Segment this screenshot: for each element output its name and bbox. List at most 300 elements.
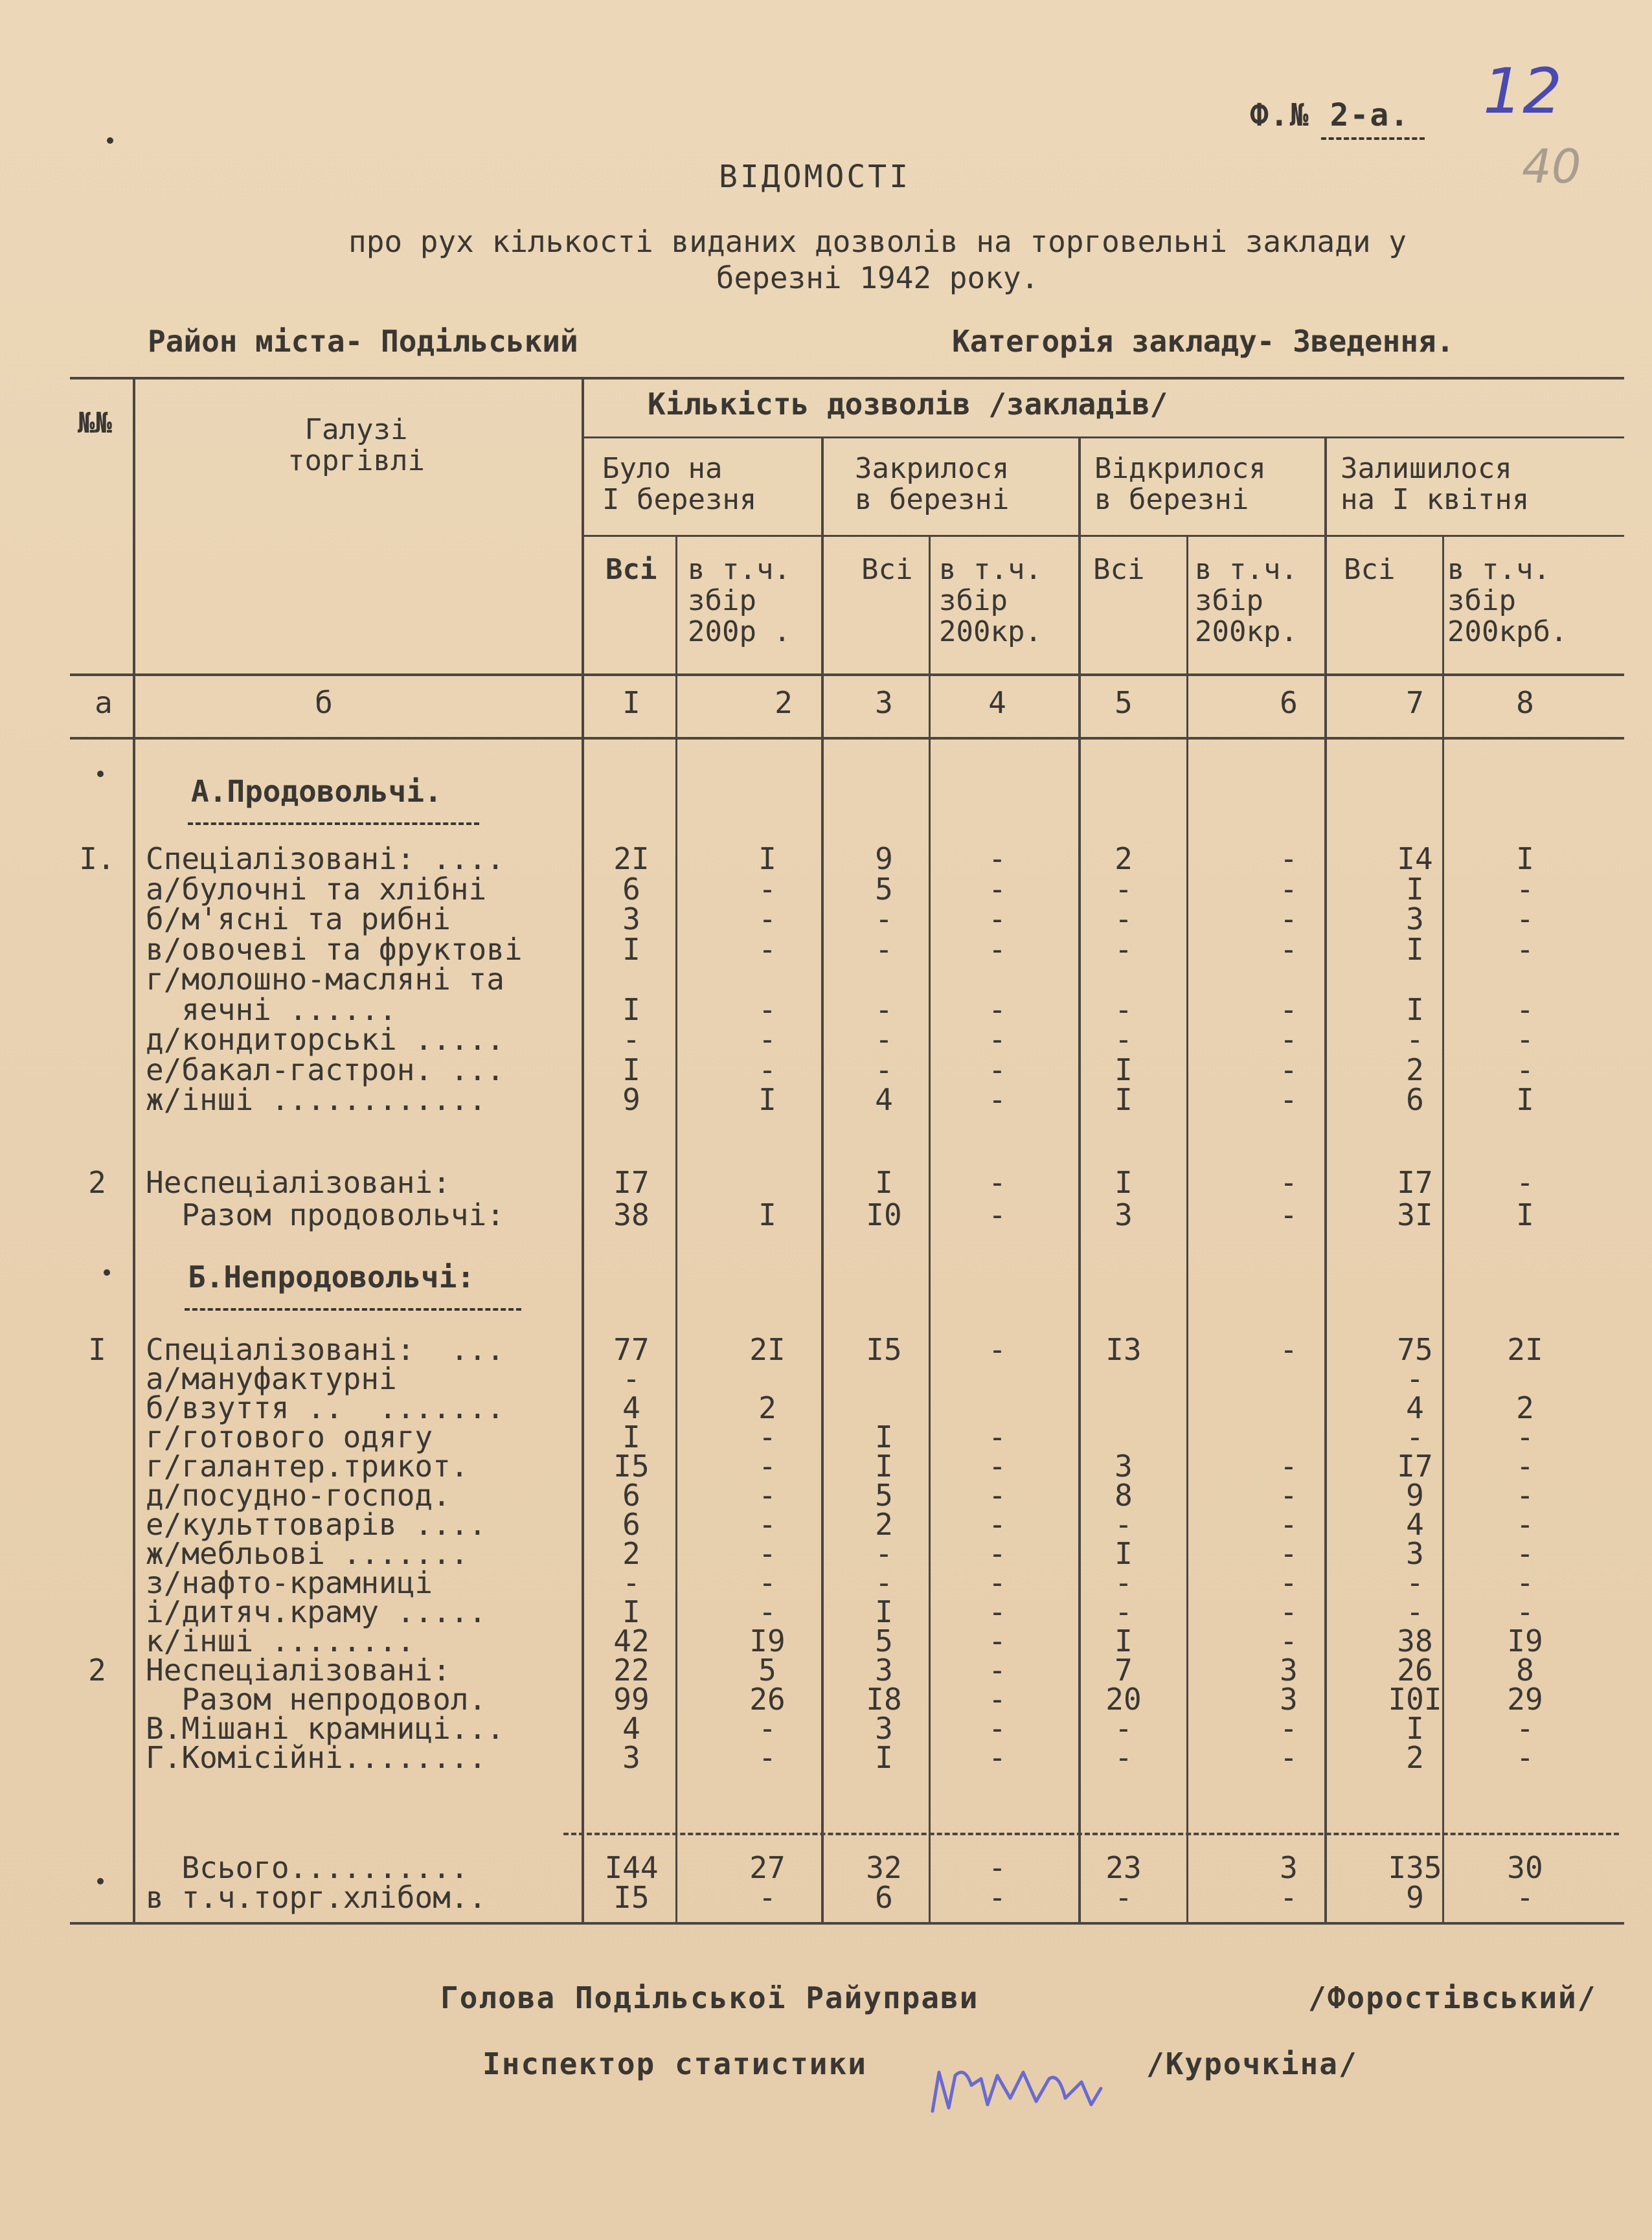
cell-col-5: I	[1115, 1052, 1133, 1087]
cell-col-2: 2I	[749, 1332, 786, 1367]
cell-col-1: I5	[613, 1449, 650, 1484]
cell-col-2: -	[758, 901, 776, 936]
cell-col-7: -	[1406, 1420, 1424, 1454]
cell-col-1: 2	[622, 1536, 640, 1571]
cell-col-8: -	[1516, 1507, 1534, 1542]
cell-col-2: 26	[749, 1682, 786, 1717]
table-bottom-rule	[70, 1922, 1624, 1925]
row-label: ж/інші ............	[146, 1082, 487, 1117]
cell-col-8: -	[1516, 1449, 1534, 1484]
cell-col-1: 77	[613, 1332, 650, 1367]
cell-col-8: I	[1516, 1082, 1534, 1117]
cell-col-8: -	[1516, 1565, 1534, 1600]
cell-col-8: 2	[1516, 1390, 1534, 1425]
cell-col-1: 99	[613, 1682, 650, 1717]
row-number: I.	[79, 841, 115, 876]
cell-col-6: -	[1280, 1623, 1298, 1658]
cell-col-5: 3	[1115, 1197, 1133, 1232]
cell-col-7: 9	[1406, 1880, 1424, 1915]
cell-col-2: 27	[749, 1850, 786, 1885]
cell-col-2: -	[758, 931, 776, 967]
cell-col-5: -	[1115, 991, 1133, 1027]
table-row	[0, 1713, 1652, 1744]
table-row	[0, 1421, 1652, 1453]
cell-col-4: -	[988, 1682, 1006, 1717]
cell-col-4: -	[988, 1082, 1006, 1117]
cell-col-3: -	[875, 901, 893, 936]
cell-col-5: -	[1115, 871, 1133, 907]
cell-col-7: 2	[1406, 1740, 1424, 1775]
index-row-rule	[70, 737, 1624, 740]
cell-col-4: -	[988, 1052, 1006, 1087]
table-row	[0, 964, 1652, 995]
cell-col-6: -	[1280, 1478, 1298, 1513]
row-label: в/овочеві та фруктові	[146, 931, 523, 967]
cell-col-6: -	[1280, 931, 1298, 967]
header-all-1: Всі	[605, 553, 657, 586]
table-row	[0, 1363, 1652, 1394]
index-b: б	[315, 685, 333, 720]
cell-col-5: -	[1115, 1740, 1133, 1775]
cell-col-4: -	[988, 1623, 1006, 1658]
row-label: і/дитяч.краму .....	[146, 1594, 487, 1629]
table-row	[0, 1054, 1652, 1085]
cell-col-6: -	[1280, 1197, 1298, 1232]
cell-col-6: -	[1280, 1711, 1298, 1746]
table-row	[0, 1538, 1652, 1569]
header-group-3: Відкрилося в березні	[1094, 452, 1266, 516]
table-row	[0, 1084, 1652, 1115]
row-number: 2	[88, 1653, 106, 1688]
row-label: Спеціалізовані: ....	[146, 841, 504, 876]
row-label: д/посудно-господ.	[146, 1478, 451, 1513]
cell-col-4: -	[988, 871, 1006, 907]
cell-col-4: -	[988, 1478, 1006, 1513]
row-label: г/галантер.трикот.	[146, 1449, 469, 1484]
cell-col-8: -	[1516, 1711, 1534, 1746]
row-label: е/культтоварів ....	[146, 1507, 487, 1542]
cell-col-4: -	[988, 1653, 1006, 1688]
cell-col-2: -	[758, 1420, 776, 1454]
table-row	[0, 1625, 1652, 1657]
cell-col-5: -	[1115, 1507, 1133, 1542]
paper-dot	[107, 137, 113, 144]
cell-col-3: I0	[866, 1197, 902, 1232]
table-row	[0, 1392, 1652, 1423]
cell-col-3: 9	[875, 841, 893, 876]
cell-col-4: -	[988, 931, 1006, 967]
cell-col-6: -	[1280, 1536, 1298, 1571]
table-row	[0, 991, 1652, 1027]
cell-col-3: -	[875, 1536, 893, 1571]
row-label: з/нафто-крамниці	[146, 1565, 433, 1600]
paper-dot	[104, 1269, 110, 1276]
row-label: Разом продовольчі:	[146, 1197, 504, 1232]
cell-col-1: I5	[613, 1880, 650, 1915]
cell-col-8: I	[1516, 841, 1534, 876]
cell-col-2: -	[758, 1536, 776, 1571]
cell-col-5: 23	[1105, 1850, 1142, 1885]
group-sub-rule	[583, 535, 1624, 537]
folio-number: 12	[1483, 55, 1563, 128]
table-row	[0, 1199, 1652, 1230]
header-group-title: Кількість дозволів /закладів/	[648, 387, 1168, 422]
index-7: 7	[1406, 685, 1424, 720]
cell-col-6: -	[1280, 901, 1298, 936]
cell-col-3: -	[875, 1565, 893, 1600]
cell-col-1: 6	[622, 1507, 640, 1542]
head-title: Голова Подільської Райуправи	[440, 1980, 979, 2015]
cell-col-8: -	[1516, 1740, 1534, 1775]
row-label: к/інші ........	[146, 1623, 415, 1658]
row-label: д/кондиторські .....	[146, 1022, 504, 1057]
cell-col-3: 5	[875, 871, 893, 907]
row-label: Всього..........	[146, 1850, 469, 1885]
cell-col-6: 3	[1280, 1653, 1298, 1688]
cell-col-3: I8	[866, 1682, 902, 1717]
cell-col-7: 26	[1397, 1653, 1433, 1688]
index-a: а	[95, 685, 113, 720]
cell-col-6: -	[1280, 1740, 1298, 1775]
header-incl-4: в т.ч. збір 200крб.	[1447, 553, 1568, 648]
cell-col-1: 6	[622, 871, 640, 907]
cell-col-1: 38	[613, 1197, 650, 1232]
cell-col-5: -	[1115, 931, 1133, 967]
cell-col-6: -	[1280, 871, 1298, 907]
cell-col-3: 5	[875, 1478, 893, 1513]
cell-col-4: -	[988, 901, 1006, 936]
cell-col-2: -	[758, 1740, 776, 1775]
cell-col-8: 30	[1507, 1850, 1543, 1885]
cell-col-6: -	[1280, 1332, 1298, 1367]
row-label: а/мануфактурні	[146, 1361, 397, 1396]
cell-col-5: 7	[1115, 1653, 1133, 1688]
inspector-title: Інспектор статистики	[482, 2046, 867, 2081]
cell-col-1: -	[622, 1565, 640, 1600]
table-row	[0, 903, 1652, 934]
cell-col-6: 3	[1280, 1850, 1298, 1885]
table-row	[0, 1024, 1652, 1055]
cell-col-2: -	[758, 1022, 776, 1057]
table-row	[0, 1882, 1652, 1913]
cell-col-2: -	[758, 1880, 776, 1915]
table-row	[0, 1451, 1652, 1482]
cell-col-1: 22	[613, 1653, 650, 1688]
cell-col-4: -	[988, 1594, 1006, 1629]
header-group-1: Було на I березня	[602, 452, 757, 516]
table-row	[0, 1509, 1652, 1540]
cell-col-4: -	[988, 1165, 1006, 1200]
cell-col-1: 4	[622, 1711, 640, 1746]
cell-col-8: -	[1516, 1478, 1534, 1513]
cell-col-2: -	[758, 1507, 776, 1542]
district-label: Район міста- Подільський	[148, 324, 578, 359]
row-label: Г.Комісійні........	[146, 1740, 487, 1775]
cell-col-1: -	[622, 1022, 640, 1057]
cell-col-3: 3	[875, 1711, 893, 1746]
table-row	[0, 1852, 1652, 1883]
cell-col-1: I44	[604, 1850, 659, 1885]
cell-col-5: 20	[1105, 1682, 1142, 1717]
row-label: Спеціалізовані: ...	[146, 1332, 504, 1367]
cell-col-2: I9	[749, 1623, 786, 1658]
row-label: яечні ......	[146, 991, 397, 1027]
form-number: Ф.№ 2-а.	[1250, 97, 1410, 133]
cell-col-7: 3	[1406, 1536, 1424, 1571]
cell-col-4: -	[988, 1022, 1006, 1057]
cell-col-5: -	[1115, 1880, 1133, 1915]
cell-col-7: I4	[1397, 841, 1433, 876]
cell-col-5: 8	[1115, 1478, 1133, 1513]
cell-col-7: 3	[1406, 901, 1424, 936]
cell-col-4: -	[988, 1449, 1006, 1484]
cell-col-8: -	[1516, 1022, 1534, 1057]
cell-col-3: 2	[875, 1507, 893, 1542]
cell-col-5: -	[1115, 901, 1133, 936]
cell-col-8: I9	[1507, 1623, 1543, 1658]
cell-col-5: 3	[1115, 1449, 1133, 1484]
index-4: 4	[988, 685, 1006, 720]
header-all-2: Всі	[861, 553, 913, 586]
cell-col-2: 5	[758, 1653, 776, 1688]
index-3: 3	[875, 685, 893, 720]
totals-dash-rule	[563, 1833, 1619, 1835]
cell-col-2: I	[758, 841, 776, 876]
section-nonfood: Б.Непродовольчі:	[188, 1260, 475, 1295]
cell-col-3: -	[875, 1022, 893, 1057]
document-subtitle: про рух кількості виданих дозволів на торговельні заклади у березні 1942 року.	[348, 224, 1407, 295]
row-label: Неспеціалізовані:	[146, 1165, 451, 1200]
cell-col-6: -	[1280, 1507, 1298, 1542]
table-row	[0, 843, 1652, 874]
cell-col-5: 2	[1115, 841, 1133, 876]
header-all-4: Всі	[1344, 553, 1396, 586]
cell-col-4: -	[988, 1850, 1006, 1885]
row-label: Неспеціалізовані:	[146, 1653, 451, 1688]
header-group-4: Залишилося на I квітня	[1341, 452, 1530, 516]
cell-col-8: -	[1516, 1594, 1534, 1629]
cell-col-3: 6	[875, 1880, 893, 1915]
cell-col-4: -	[988, 1565, 1006, 1600]
cell-col-7: I	[1406, 931, 1424, 967]
cell-col-6: -	[1280, 1165, 1298, 1200]
cell-col-7: 75	[1397, 1332, 1433, 1367]
cell-col-2: I	[758, 1082, 776, 1117]
cell-col-6: -	[1280, 1594, 1298, 1629]
index-1: I	[622, 685, 640, 720]
cell-col-1: 42	[613, 1623, 650, 1658]
document-title: ВІДОМОСТІ	[719, 159, 911, 195]
cell-col-7: 6	[1406, 1082, 1424, 1117]
cell-col-6: -	[1280, 841, 1298, 876]
cell-col-7: I	[1406, 1711, 1424, 1746]
table-row	[0, 1596, 1652, 1627]
section-food-underline	[188, 822, 479, 825]
cell-col-6: -	[1280, 991, 1298, 1027]
cell-col-4: -	[988, 1332, 1006, 1367]
cell-col-5: I	[1115, 1165, 1133, 1200]
row-label: Разом непродовол.	[146, 1682, 487, 1717]
cell-col-7: I	[1406, 991, 1424, 1027]
cell-col-3: 3	[875, 1653, 893, 1688]
cell-col-5: -	[1115, 1711, 1133, 1746]
cell-col-1: I7	[613, 1165, 650, 1200]
cell-col-1: 6	[622, 1478, 640, 1513]
cell-col-2: -	[758, 1711, 776, 1746]
cell-col-4: -	[988, 1507, 1006, 1542]
cell-col-3: I	[875, 1594, 893, 1629]
cell-col-1: -	[622, 1361, 640, 1396]
cell-col-1: I	[622, 1052, 640, 1087]
row-label: ж/мебльові .......	[146, 1536, 469, 1571]
row-label: в т.ч.торг.хлібом..	[146, 1880, 487, 1915]
table-row	[0, 1480, 1652, 1511]
cell-col-5: I	[1115, 1623, 1133, 1658]
cell-col-3: I	[875, 1165, 893, 1200]
cell-col-7: 38	[1397, 1623, 1433, 1658]
cell-col-8: -	[1516, 901, 1534, 936]
cell-col-7: I35	[1388, 1850, 1442, 1885]
cell-col-5: I	[1115, 1536, 1133, 1571]
cell-col-6: -	[1280, 1565, 1298, 1600]
header-number: №№	[78, 407, 112, 440]
cell-col-8: -	[1516, 1165, 1534, 1200]
index-6: 6	[1280, 685, 1298, 720]
cell-col-5: I	[1115, 1082, 1133, 1117]
cell-col-8: 2I	[1507, 1332, 1543, 1367]
cell-col-8: -	[1516, 1880, 1534, 1915]
cell-col-3: -	[875, 931, 893, 967]
cell-col-7: 9	[1406, 1478, 1424, 1513]
table-row	[0, 1684, 1652, 1715]
cell-col-3: 4	[875, 1082, 893, 1117]
cell-col-7: -	[1406, 1022, 1424, 1057]
row-label: б/м'ясні та рибні	[146, 901, 451, 936]
section-nonfood-underline	[185, 1308, 521, 1311]
cell-col-1: 3	[622, 901, 640, 936]
cell-col-5: -	[1115, 1022, 1133, 1057]
cell-col-7: 4	[1406, 1507, 1424, 1542]
cell-col-1: 9	[622, 1082, 640, 1117]
cell-col-3: I5	[866, 1332, 902, 1367]
cell-col-1: 2I	[613, 841, 650, 876]
index-5: 5	[1115, 685, 1133, 720]
cell-col-4: -	[988, 1711, 1006, 1746]
cell-col-2: -	[758, 1052, 776, 1087]
cell-col-2: -	[758, 1478, 776, 1513]
inspector-name: /Курочкіна/	[1146, 2046, 1358, 2081]
cell-col-7: I7	[1397, 1449, 1433, 1484]
cell-col-4: -	[988, 1536, 1006, 1571]
row-label: а/булочні та хлібні	[146, 871, 487, 907]
cell-col-3: -	[875, 1052, 893, 1087]
table-row	[0, 1742, 1652, 1773]
table-row	[0, 931, 1652, 967]
cell-col-2: I	[758, 1197, 776, 1232]
header-bottom-rule	[70, 673, 1624, 676]
category-label: Категорія закладу- Зведення.	[952, 324, 1454, 359]
section-food: А.Продовольчі.	[191, 774, 442, 809]
cell-col-2: -	[758, 1594, 776, 1629]
header-group-2: Закрилося в березні	[855, 452, 1010, 516]
table-row	[0, 1567, 1652, 1598]
cell-col-5: I3	[1105, 1332, 1142, 1367]
row-number: 2	[88, 1165, 106, 1200]
cell-col-8: I	[1516, 1197, 1534, 1232]
cell-col-1: I	[622, 1594, 640, 1629]
cell-col-3: 32	[866, 1850, 902, 1885]
cell-col-7: -	[1406, 1594, 1424, 1629]
index-8: 8	[1516, 685, 1534, 720]
header-branch: Галузі торгівлі	[288, 413, 425, 477]
cell-col-4: -	[988, 1420, 1006, 1454]
cell-col-2: -	[758, 1565, 776, 1600]
group-title-rule	[583, 436, 1624, 438]
form-number-underline	[1321, 137, 1425, 140]
cell-col-8: -	[1516, 1420, 1534, 1454]
row-number: I	[88, 1332, 106, 1367]
cell-col-7: 2	[1406, 1052, 1424, 1087]
table-row	[0, 871, 1652, 907]
cell-col-5: -	[1115, 1594, 1133, 1629]
cell-col-6: 3	[1280, 1682, 1298, 1717]
cell-col-7: 3I	[1397, 1197, 1433, 1232]
row-label: г/готового одягу	[146, 1420, 433, 1454]
cell-col-3: I	[875, 1449, 893, 1484]
cell-col-8: 8	[1516, 1653, 1534, 1688]
cell-col-4: -	[988, 1880, 1006, 1915]
header-incl-1: в т.ч. збір 200р .	[688, 553, 791, 648]
cell-col-8: -	[1516, 1536, 1534, 1571]
cell-col-3: -	[875, 991, 893, 1027]
row-label: б/взуття .. .......	[146, 1390, 504, 1425]
header-incl-2: в т.ч. збір 200кр.	[939, 553, 1042, 648]
cell-col-7: 4	[1406, 1390, 1424, 1425]
cell-col-7: -	[1406, 1361, 1424, 1396]
cell-col-6: -	[1280, 1449, 1298, 1484]
cell-col-7: I0I	[1388, 1682, 1442, 1717]
cell-col-2: -	[758, 1449, 776, 1484]
cell-col-7: I7	[1397, 1165, 1433, 1200]
header-incl-3: в т.ч. збір 200кр.	[1195, 553, 1298, 648]
cell-col-7: -	[1406, 1565, 1424, 1600]
cell-col-7: I	[1406, 871, 1424, 907]
cell-col-6: -	[1280, 1880, 1298, 1915]
cell-col-3: I	[875, 1420, 893, 1454]
cell-col-3: I	[875, 1740, 893, 1775]
cell-col-8: -	[1516, 871, 1534, 907]
handwritten-signature	[926, 2053, 1120, 2124]
table-row	[0, 1334, 1652, 1365]
cell-col-2: -	[758, 871, 776, 907]
cell-col-8: -	[1516, 1052, 1534, 1087]
cell-col-1: I	[622, 931, 640, 967]
cell-col-6: -	[1280, 1022, 1298, 1057]
cell-col-6: -	[1280, 1052, 1298, 1087]
index-2: 2	[775, 685, 793, 720]
folio-number-old: 40	[1522, 139, 1581, 194]
paper-dot	[97, 1878, 104, 1884]
cell-col-2: -	[758, 991, 776, 1027]
cell-col-8: 29	[1507, 1682, 1543, 1717]
table-top-rule	[70, 377, 1624, 379]
cell-col-4: -	[988, 991, 1006, 1027]
cell-col-4: -	[988, 1740, 1006, 1775]
paper-dot	[97, 771, 104, 777]
head-name: /Форостівський/	[1308, 1980, 1597, 2015]
cell-col-4: -	[988, 841, 1006, 876]
cell-col-6: -	[1280, 1082, 1298, 1117]
